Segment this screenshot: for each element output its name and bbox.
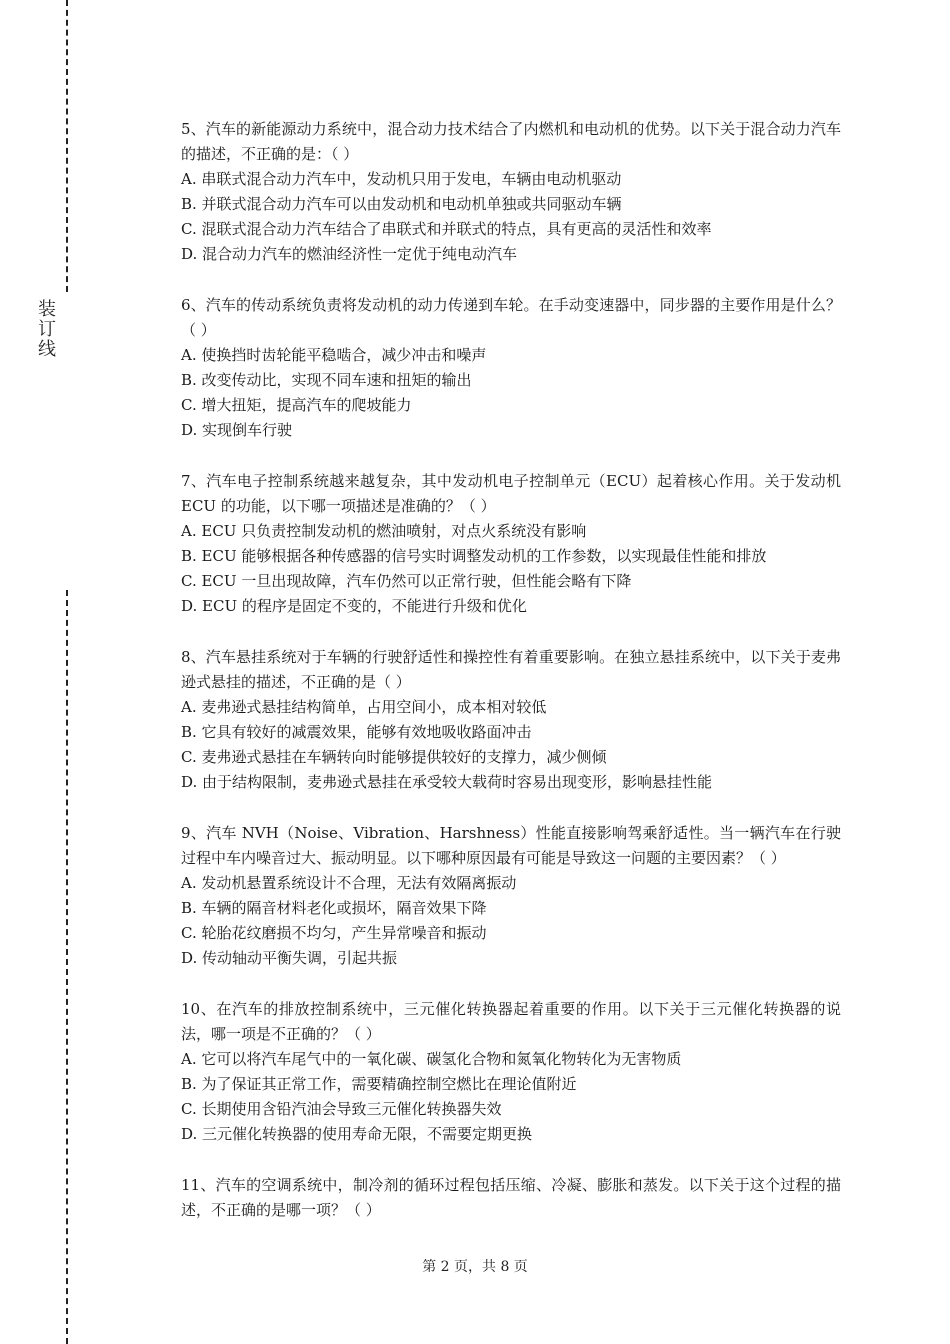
option-b: B. 车辆的隔音材料老化或损坏，隔音效果下降 — [181, 899, 487, 917]
option-c: C. 轮胎花纹磨损不均匀，产生异常噪音和振动 — [181, 924, 487, 942]
option-b: B. 并联式混合动力汽车可以由发动机和电动机单独或共同驱动车辆 — [181, 195, 622, 213]
question-stem: 11、汽车的空调系统中，制冷剂的循环过程包括压缩、冷凝、膨胀和蒸发。以下关于这个过程的描述，不正确的是哪一项？（ ） — [181, 1176, 841, 1219]
question-6 — [181, 293, 841, 443]
option-d: D. 三元催化转换器的使用寿命无限，不需要定期更换 — [181, 1125, 533, 1143]
question-11 — [181, 1173, 841, 1223]
binding-dashed-line-top — [66, 0, 68, 292]
binding-label-char: 订 — [38, 319, 56, 340]
binding-dashed-line-bottom — [66, 590, 68, 1344]
option-d: D. 混合动力汽车的燃油经济性一定优于纯电动汽车 — [181, 245, 518, 263]
binding-label — [36, 300, 58, 360]
question-stem: 9、汽车 NVH（Noise、Vibration、Harshness）性能直接影响驾乘舒适性。当一辆汽车在行驶过程中车内噪音过大、振动明显。以下哪种原因最有可能是导致这一问题的主要因素？（ ） — [181, 824, 841, 867]
question-stem: 8、汽车悬挂系统对于车辆的行驶舒适性和操控性有着重要影响。在独立悬挂系统中，以下关于麦弗逊式悬挂的描述，不正确的是（ ） — [181, 648, 841, 691]
question-8 — [181, 645, 841, 795]
question-stem: 7、汽车电子控制系统越来越复杂，其中发动机电子控制单元（ECU）起着核心作用。关于发动机 ECU 的功能，以下哪一项描述是准确的？（ ） — [181, 472, 841, 515]
option-a: A. 使换挡时齿轮能平稳啮合，减少冲击和噪声 — [181, 346, 487, 364]
option-b: B. 改变传动比，实现不同车速和扭矩的输出 — [181, 371, 472, 389]
binding-label-char: 装 — [38, 299, 56, 320]
option-a: A. 发动机悬置系统设计不合理，无法有效隔离振动 — [181, 874, 517, 892]
option-c: C. ECU 一旦出现故障，汽车仍然可以正常行驶，但性能会略有下降 — [181, 572, 632, 590]
question-7 — [181, 469, 841, 619]
option-c: C. 混联式混合动力汽车结合了串联式和并联式的特点，具有更高的灵活性和效率 — [181, 220, 712, 238]
question-stem: 10、在汽车的排放控制系统中，三元催化转换器起着重要的作用。以下关于三元催化转换器的说法，哪一项是不正确的？（ ） — [181, 1000, 841, 1043]
option-a: A. ECU 只负责控制发动机的燃油喷射，对点火系统没有影响 — [181, 522, 587, 540]
option-b: B. 它具有较好的减震效果，能够有效地吸收路面冲击 — [181, 723, 532, 741]
question-10 — [181, 997, 841, 1147]
option-d: D. 实现倒车行驶 — [181, 421, 293, 439]
option-d: D. 传动轴动平衡失调，引起共振 — [181, 949, 398, 967]
option-c: C. 麦弗逊式悬挂在车辆转向时能够提供较好的支撑力，减少侧倾 — [181, 748, 607, 766]
question-stem: 5、汽车的新能源动力系统中，混合动力技术结合了内燃机和电动机的优势。以下关于混合动力汽车的描述，不正确的是：（ ） — [181, 120, 841, 163]
option-c: C. 增大扭矩，提高汽车的爬坡能力 — [181, 396, 412, 414]
question-5 — [181, 117, 841, 267]
option-a: A. 它可以将汽车尾气中的一氧化碳、碳氢化合物和氮氧化物转化为无害物质 — [181, 1050, 682, 1068]
question-stem: 6、汽车的传动系统负责将发动机的动力传递到车轮。在手动变速器中，同步器的主要作用是什么？（ ） — [181, 296, 841, 339]
option-a: A. 麦弗逊式悬挂结构简单，占用空间小，成本相对较低 — [181, 698, 547, 716]
page-number: 第 2 页，共 8 页 — [422, 1259, 528, 1275]
option-d: D. ECU 的程序是固定不变的，不能进行升级和优化 — [181, 597, 527, 615]
option-c: C. 长期使用含铅汽油会导致三元催化转换器失效 — [181, 1100, 502, 1118]
option-b: B. ECU 能够根据各种传感器的信号实时调整发动机的工作参数，以实现最佳性能和排放 — [181, 547, 767, 565]
option-b: B. 为了保证其正常工作，需要精确控制空燃比在理论值附近 — [181, 1075, 577, 1093]
question-9 — [181, 821, 841, 971]
option-a: A. 串联式混合动力汽车中，发动机只用于发电，车辆由电动机驱动 — [181, 170, 622, 188]
binding-label-char: 线 — [38, 339, 56, 360]
option-d: D. 由于结构限制，麦弗逊式悬挂在承受较大载荷时容易出现变形，影响悬挂性能 — [181, 773, 713, 791]
question-list — [181, 117, 841, 1249]
